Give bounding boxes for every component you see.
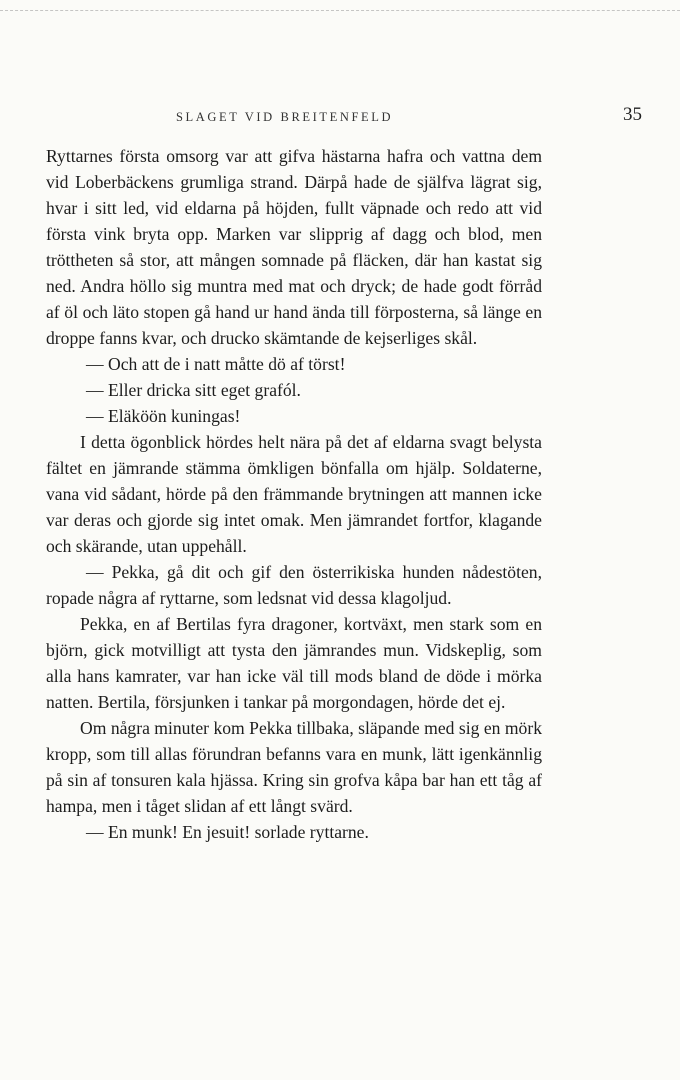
- dialogue-en-munk: — En munk! En jesuit! sorlade ryttarne.: [86, 822, 369, 842]
- paragraph-i-detta: I detta ögonblick hördes helt nära på det af eldarna svagt belysta fältet en jämrande stämma ömkligen bönfalla om hjälp. Soldaterne, vana vid sådant, hörde på den främmande brytningen att mannen icke var deras och gjorde sig intet omak. Men jämrandet fortfor, klagande och skärande, utan uppehåll.: [46, 432, 542, 556]
- page-number: 35: [623, 104, 642, 125]
- paragraph-ryttarnes: Ryttarnes första omsorg var att gifva hästarna hafra och vattna dem vid Loberbäckens grumliga strand. Därpå hade de själfva lägrat sig, hvar i sitt led, vid eldarna på höjden, fullt väpnade och redo att vid första vink bryta opp. Marken var slipprig af dagg och blod, men tröttheten så stor, att mången somnade på fläcken, där han kastat sig ned. Andra höllo sig muntra med mat och dryck; de hade godt förråd af öl och läto stopen gå hand ur hand ända till förposterna, så länge en droppe fanns kvar, och drucko skämtande de kejserliges skål.: [46, 146, 542, 348]
- body-text: [46, 143, 542, 845]
- paragraph-pekka-dragoner: Pekka, en af Bertilas fyra dragoner, kortväxt, men stark som en björn, gick motvilligt att tysta den jämrandes mun. Vidskeplig, som alla hans kamrater, var han icke väl till mods bland de döde i mörka natten. Bertila, försjunken i tankar på morgondagen, hörde det ej.: [46, 614, 542, 712]
- running-title: SLAGET VID BREITENFELD: [176, 110, 394, 124]
- dialogue-line-2: — Eller dricka sitt eget grafól.: [86, 380, 301, 400]
- dialogue-line-3: — Eläköön kuningas!: [86, 406, 241, 426]
- dialogue-line-1: — Och att de i natt måtte dö af törst!: [86, 354, 346, 374]
- page-header: [46, 104, 642, 128]
- scan-top-edge: [0, 10, 680, 11]
- paragraph-om-nagra-minuter: Om några minuter kom Pekka tillbaka, släpande med sig en mörk kropp, som till allas förundran befanns vara en munk, lätt igenkännlig på sin af tonsuren kala hjässa. Kring sin grofva kåpa bar han ett tåg af hampa, men i tåget slidan af ett långt svärd.: [46, 718, 542, 816]
- dialogue-pekka: — Pekka, gå dit och gif den österrikiska hunden nådestöten, ropade några af ryttarne, som ledsnat vid dessa klagoljud.: [46, 562, 542, 608]
